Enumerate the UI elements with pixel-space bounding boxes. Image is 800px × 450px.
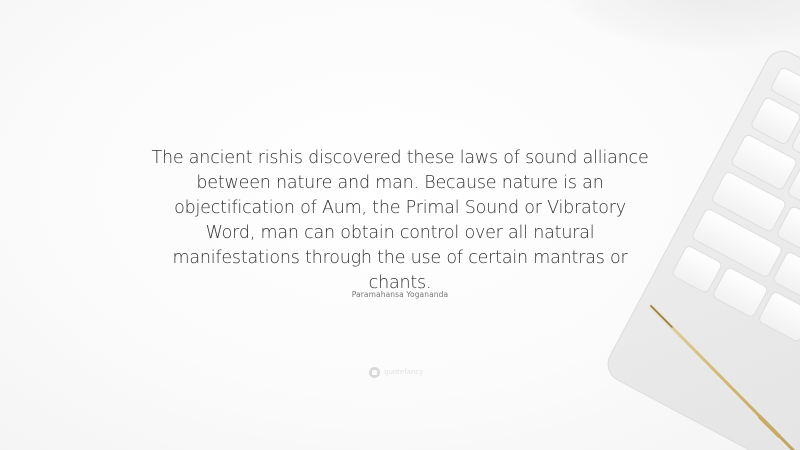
quotefancy-logo-icon xyxy=(369,367,380,378)
quote-author: Paramahansa Yogananda xyxy=(351,290,449,299)
quote-line: between nature and man. Because nature is an xyxy=(196,173,604,193)
quote-line: Word, man can obtain control over all natural xyxy=(205,223,595,243)
watermark-text: quotefancy xyxy=(384,368,424,376)
quote-line: The ancient rishis discovered these laws of sound alliance xyxy=(151,148,649,168)
watermark xyxy=(369,366,423,378)
quote-line: objectification of Aum, the Primal Sound or Vibratory xyxy=(174,198,626,218)
quote-line: manifestations through the use of certain mantras or chants. xyxy=(172,248,628,293)
quote-text xyxy=(140,146,660,296)
